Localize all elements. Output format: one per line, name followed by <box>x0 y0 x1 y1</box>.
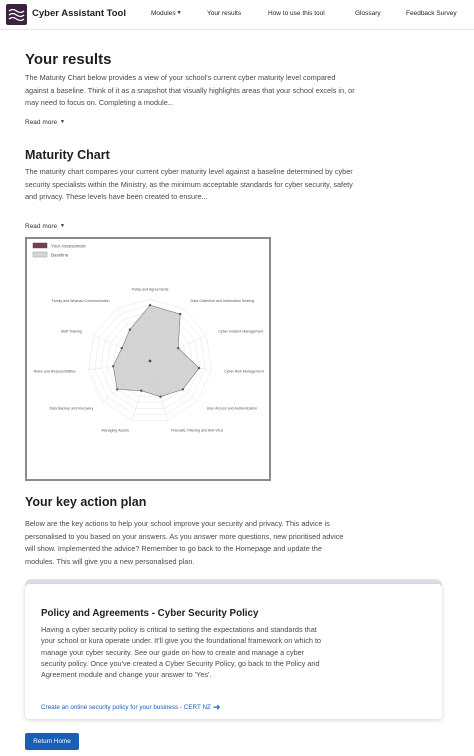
radar-axis-label: Family and Whanau Communication <box>51 298 110 303</box>
action-card-text: Having a cyber security policy is critical to setting the expectations and standards that your school or kura operate under. It'll give you the foundational framework on which to manage your cyber security. See our guide on how to create and manage a cyber security policy. Once you've created a Cyber Security Policy, go back to the Policy and Agreement module and change your answer to 'Yes'. <box>41 625 322 680</box>
radar-axis-label: User Access and Authentication <box>206 406 258 411</box>
maturity-radar-chart <box>25 237 271 481</box>
baseline-point <box>112 365 114 367</box>
legend-swatch-assessment <box>33 243 47 248</box>
cert-nz-link-label: Create an online security policy for your business - CERT NZ <box>41 704 211 711</box>
radar-axis-label: Policy and Agreements <box>131 287 169 292</box>
action-card-body <box>25 584 442 719</box>
radar-axis-label: Data Backup and Recovery <box>49 406 94 411</box>
radar-axis-label: Managing Assets <box>101 428 129 433</box>
baseline-point <box>179 313 181 315</box>
radar-svg <box>27 239 269 479</box>
chevron-down-icon: ▼ <box>59 119 65 125</box>
legend-label-assessment: Your Assessment <box>51 243 86 249</box>
return-home-button[interactable]: Return Home <box>25 733 79 750</box>
cert-nz-link[interactable] <box>41 702 220 713</box>
baseline-point <box>149 304 151 306</box>
nav-modules[interactable] <box>151 10 182 17</box>
maturity-read-more[interactable] <box>25 223 65 230</box>
radar-axis-label: Firewalls, Filtering and Anti-Virus <box>171 428 224 433</box>
arrow-right-icon: ➜ <box>212 702 221 712</box>
brand-logo-icon[interactable] <box>6 4 27 25</box>
action-plan-title: Your key action plan <box>25 495 147 509</box>
nav-your-results[interactable]: Your results <box>207 10 242 17</box>
top-nav <box>0 0 474 30</box>
results-intro: The Maturity Chart below provides a view of your school's current cyber maturity level compared against a baseline. Think of it as a snapshot that visually highlights areas that your school excels in, or may need to focus on. Completing a module... <box>25 73 355 108</box>
maturity-intro: The maturity chart compares your current cyber maturity level against a baseline determined by cyber security specialists within the Ministry, as the minimum acceptable standards for cyber security, safety and privacy. These levels have been created to ensure... <box>25 167 353 202</box>
maturity-read-more-label: Read more <box>25 223 58 230</box>
baseline-point <box>129 329 131 331</box>
baseline-point <box>198 367 200 369</box>
radar-axis-label: Cyber Incident Management <box>218 329 264 334</box>
nav-how-to-use[interactable]: How to use this tool <box>268 10 325 17</box>
radar-axis-label: Staff Training <box>60 329 82 334</box>
radar-axis-label: Roles and Responsibilities <box>33 369 76 374</box>
chevron-down-icon: ▼ <box>176 10 182 16</box>
nav-feedback-survey[interactable]: Feedback Survey <box>406 10 457 17</box>
chart-legend <box>33 243 86 258</box>
action-card-title: Policy and Agreements - Cyber Security Policy <box>41 608 259 619</box>
baseline-point <box>182 388 184 390</box>
maturity-chart-title: Maturity Chart <box>25 148 110 162</box>
action-plan-intro: Below are the key actions to help your school improve your security and privacy. This advice is personalised to you based on your answers. As you answer more questions, new prioritised advice will show. Implemented the advice? Remember to go back to the Homepage and update the modules. This will give you a new personalised plan. <box>25 519 344 566</box>
radar-axis-label: Cyber Risk Management <box>224 369 264 374</box>
baseline-point <box>140 390 142 392</box>
nav-glossary[interactable]: Glossary <box>355 10 381 17</box>
baseline-series <box>113 305 199 397</box>
assessment-point <box>149 360 152 363</box>
brand-title[interactable]: Cyber Assistant Tool <box>32 8 126 19</box>
legend-swatch-baseline <box>33 252 47 257</box>
baseline-point <box>116 388 118 390</box>
baseline-point <box>121 347 123 349</box>
baseline-point <box>159 396 161 398</box>
baseline-point <box>177 347 179 349</box>
nav-modules-label: Modules <box>151 10 176 17</box>
chevron-down-icon: ▼ <box>59 223 65 229</box>
results-read-more-label: Read more <box>25 119 58 126</box>
page-title: Your results <box>25 51 112 68</box>
radar-axis-label: Data Collection and Information Sharing <box>190 298 255 303</box>
legend-label-baseline: Baseline <box>51 252 69 258</box>
action-card <box>25 579 442 719</box>
results-read-more[interactable] <box>25 119 65 126</box>
